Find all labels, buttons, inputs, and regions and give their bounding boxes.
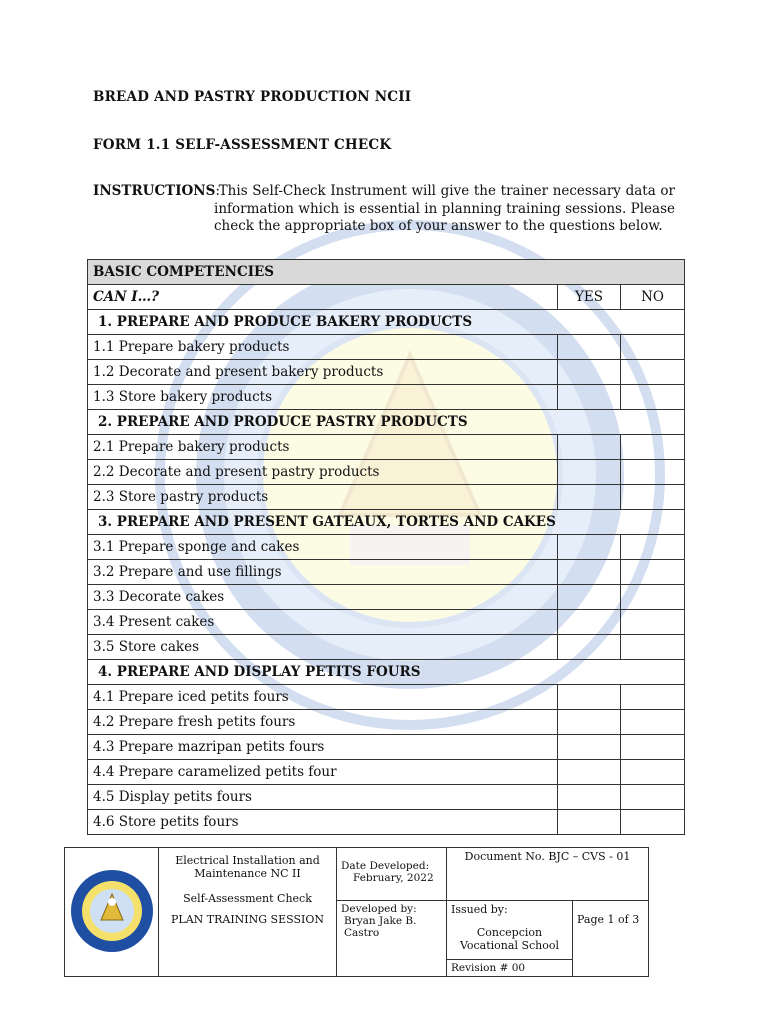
course-info-cell [159, 848, 337, 977]
section-header-row [88, 410, 685, 435]
competency-label: 2.3 Store pastry products [88, 485, 558, 510]
instructions-colon: : [215, 183, 220, 199]
document-number: Document No. BJC – CVS - 01 [464, 850, 631, 863]
section-title: 4. PREPARE AND DISPLAY PETITS FOURS [88, 660, 685, 685]
date-label: Date Developed: [341, 860, 430, 872]
yes-checkbox-cell[interactable] [558, 760, 621, 785]
date-value: February, 2022 [353, 872, 434, 884]
form-title: FORM 1.1 SELF-ASSESSMENT CHECK [93, 137, 392, 153]
section-header-row [88, 310, 685, 335]
no-checkbox-cell[interactable] [621, 785, 685, 810]
yes-checkbox-cell[interactable] [558, 785, 621, 810]
instructions-text [214, 183, 675, 236]
competency-label: 4.3 Prepare mazripan petits fours [88, 735, 558, 760]
competency-row [88, 710, 685, 735]
competency-label: 1.2 Decorate and present bakery products [88, 360, 558, 385]
competency-label: 4.5 Display petits fours [88, 785, 558, 810]
yes-checkbox-cell[interactable] [558, 710, 621, 735]
competency-row [88, 585, 685, 610]
competency-label: 2.1 Prepare bakery products [88, 435, 558, 460]
instructions-body: This Self-Check Instrument will give the trainer necessary data or information which is essential in planning training sessions. Please check the appropriate box of your answer to the questions below. [214, 183, 675, 234]
competency-row [88, 535, 685, 560]
competency-label: 4.2 Prepare fresh petits fours [88, 710, 558, 735]
yes-checkbox-cell[interactable] [558, 810, 621, 835]
developer-cell [337, 901, 447, 977]
no-checkbox-cell[interactable] [621, 635, 685, 660]
no-checkbox-cell[interactable] [621, 760, 685, 785]
competency-row [88, 360, 685, 385]
document-footer [64, 847, 649, 977]
school-logo-cell [65, 848, 159, 977]
competency-row [88, 610, 685, 635]
yes-checkbox-cell[interactable] [558, 610, 621, 635]
yes-checkbox-cell[interactable] [558, 535, 621, 560]
no-checkbox-cell[interactable] [621, 560, 685, 585]
yes-checkbox-cell[interactable] [558, 585, 621, 610]
no-checkbox-cell[interactable] [621, 585, 685, 610]
issuer-name: Concepcion Vocational School [459, 926, 560, 952]
competency-label: 3.2 Prepare and use fillings [88, 560, 558, 585]
section-title: 2. PREPARE AND PRODUCE PASTRY PRODUCTS [88, 410, 685, 435]
yes-checkbox-cell[interactable] [558, 335, 621, 360]
competency-checklist-table [87, 259, 685, 835]
page-cell [573, 901, 649, 977]
document-title: BREAD AND PASTRY PRODUCTION NCII [93, 89, 412, 105]
competency-label: 1.3 Store bakery products [88, 385, 558, 410]
no-checkbox-cell[interactable] [621, 710, 685, 735]
table-header-row [88, 260, 685, 285]
yes-checkbox-cell[interactable] [558, 735, 621, 760]
no-checkbox-cell[interactable] [621, 810, 685, 835]
competency-row [88, 810, 685, 835]
section-header-row [88, 510, 685, 535]
instructions-block [93, 183, 675, 236]
competency-row [88, 635, 685, 660]
column-header-row [88, 285, 685, 310]
competency-row [88, 560, 685, 585]
yes-checkbox-cell[interactable] [558, 485, 621, 510]
yes-checkbox-cell[interactable] [558, 560, 621, 585]
no-checkbox-cell[interactable] [621, 335, 685, 360]
developer-name: Bryan Jake B. Castro [344, 915, 417, 939]
yes-checkbox-cell[interactable] [558, 460, 621, 485]
course-name: Electrical Installation and Maintenance NC II [175, 854, 320, 880]
competency-label: 3.1 Prepare sponge and cakes [88, 535, 558, 560]
no-column-header: NO [621, 285, 685, 310]
competency-row [88, 785, 685, 810]
competency-row [88, 335, 685, 360]
plan-label: PLAN TRAINING SESSION [171, 913, 324, 926]
competency-label: 2.2 Decorate and present pastry products [88, 460, 558, 485]
no-checkbox-cell[interactable] [621, 685, 685, 710]
no-checkbox-cell[interactable] [621, 535, 685, 560]
section-title: 3. PREPARE AND PRESENT GATEAUX, TORTES AND CAKES [88, 510, 685, 535]
competency-row [88, 685, 685, 710]
document-number-cell [447, 848, 649, 901]
can-i-header: CAN I…? [88, 285, 558, 310]
instructions-label: INSTRUCTIONS [93, 183, 216, 199]
no-checkbox-cell[interactable] [621, 485, 685, 510]
developed-label: Developed by: [341, 903, 417, 915]
competency-row [88, 385, 685, 410]
revision-number: Revision # 00 [451, 962, 526, 974]
basic-competencies-header: BASIC COMPETENCIES [88, 260, 685, 285]
yes-checkbox-cell[interactable] [558, 385, 621, 410]
issuer-cell [447, 901, 573, 960]
yes-checkbox-cell[interactable] [558, 435, 621, 460]
school-logo [69, 868, 155, 954]
issued-label: Issued by: [451, 903, 508, 916]
no-checkbox-cell[interactable] [621, 435, 685, 460]
competency-label: 4.6 Store petits fours [88, 810, 558, 835]
competency-row [88, 460, 685, 485]
section-header-row [88, 660, 685, 685]
competency-label: 4.1 Prepare iced petits fours [88, 685, 558, 710]
competency-label: 1.1 Prepare bakery products [88, 335, 558, 360]
revision-cell [447, 960, 573, 977]
competency-label: 4.4 Prepare caramelized petits four [88, 760, 558, 785]
competency-label: 3.5 Store cakes [88, 635, 558, 660]
yes-checkbox-cell[interactable] [558, 635, 621, 660]
yes-checkbox-cell[interactable] [558, 360, 621, 385]
competency-row [88, 435, 685, 460]
no-checkbox-cell[interactable] [621, 735, 685, 760]
competency-row [88, 485, 685, 510]
competency-row [88, 735, 685, 760]
yes-checkbox-cell[interactable] [558, 685, 621, 710]
no-checkbox-cell[interactable] [621, 610, 685, 635]
date-cell [337, 848, 447, 901]
competency-label: 3.3 Decorate cakes [88, 585, 558, 610]
competency-label: 3.4 Present cakes [88, 610, 558, 635]
section-title: 1. PREPARE AND PRODUCE BAKERY PRODUCTS [88, 310, 685, 335]
no-checkbox-cell[interactable] [621, 460, 685, 485]
no-checkbox-cell[interactable] [621, 385, 685, 410]
no-checkbox-cell[interactable] [621, 360, 685, 385]
competency-row [88, 760, 685, 785]
check-type: Self-Assessment Check [183, 892, 312, 905]
page-number: Page 1 of 3 [577, 913, 640, 926]
yes-column-header: YES [558, 285, 621, 310]
